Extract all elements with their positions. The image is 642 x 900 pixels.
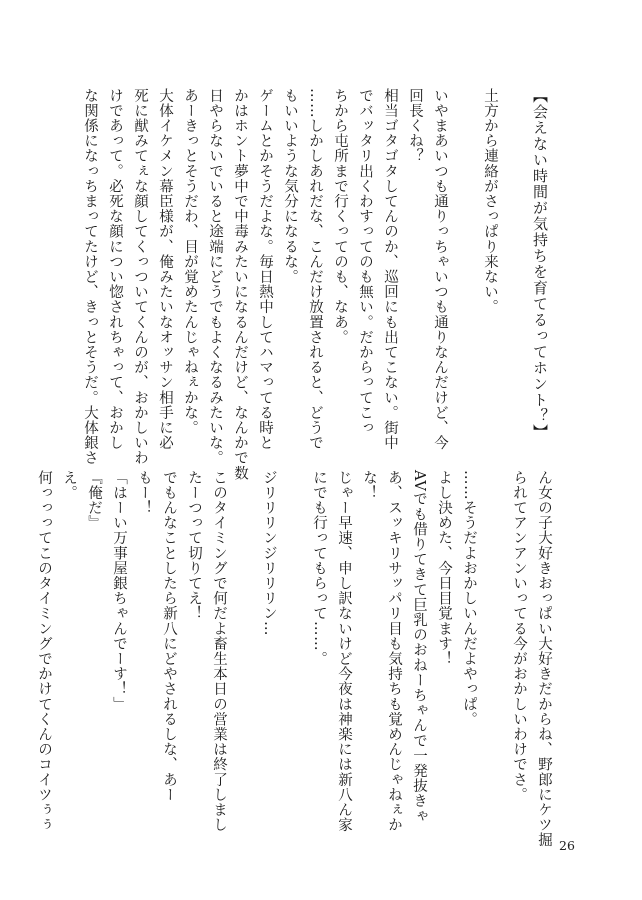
top-text-line: いやまあいつも通りっちゃいつも通りなんだけど、今: [432, 88, 448, 451]
top-text-line: 日やらないでいると途端にどうでもよくなるみたいな。: [207, 88, 223, 466]
bottom-text-line: ……そうだよおかしいんだよやっぱ。: [461, 470, 477, 727]
bottom-blank-line: [481, 470, 506, 802]
bottom-text-line: 何っっってこのタイミングでかけてくんのコイツぅぅ: [36, 470, 52, 833]
top-text-line: 大体イケメン幕臣様が、俺みたいなオッサン相手に必: [157, 88, 173, 451]
bottom-text-line: でもんなことしたら新八にどやされるしな、あー: [161, 470, 177, 803]
bottom-text-line: にでも行ってもらって……。: [311, 470, 327, 667]
top-text-line: 土方から連絡がさっぱり来ない。: [482, 88, 498, 315]
bottom-text-line: 『俺だ』: [86, 470, 102, 531]
bottom-blank-line: [231, 470, 256, 802]
top-text-line: かはホント夢中で中毒みたいになるんだけど、なんかで数: [232, 88, 248, 481]
top-text-line: もいいような気分になるな。: [282, 88, 298, 285]
top-text-line: でバッタリ出くわすってのも無い。だからってこっ: [357, 88, 373, 436]
top-text-line: ちから屯所まで行くってのも、なあ。: [332, 88, 348, 345]
top-blank-line: [502, 88, 527, 468]
bottom-text-line: 「はーい万事屋銀ちゃんでーす！」: [111, 470, 127, 712]
top-text-line: な関係になっちまってたけど、きっとそうだ。大体銀さ: [82, 88, 98, 466]
bottom-text-line: え。: [61, 470, 77, 501]
bottom-text-line: あ、スッキリサッパリ目も気持ちも覚めんじゃねぇか: [386, 470, 402, 833]
bottom-blank-line: [281, 470, 306, 802]
bottom-text-line: じゃー早速、申し訳ないけど今夜は神楽には新八ん家: [336, 470, 352, 833]
bottom-text-line: な！: [361, 470, 377, 501]
bottom-text-line: よし決めた、今日目覚ます！: [436, 470, 452, 667]
top-text-line: 相当ゴタゴタしてんのか、巡回にも出てこない。街中: [382, 88, 398, 451]
top-text-line: あーきっとそうだわ、目が覚めたんじゃねぇかな。: [182, 88, 198, 436]
top-blank-line: [452, 88, 477, 468]
page-number: 26: [559, 838, 575, 853]
top-text-block: [77, 88, 552, 481]
bottom-text-line: られてアンアンいってる今がおかしいわけでさ。: [511, 470, 527, 803]
bottom-text-line: AVでも借りてきて巨乳のおねーちゃんで一発抜きゃ: [411, 470, 427, 824]
bottom-text-line: たーつって切りてえ！: [186, 470, 202, 621]
bottom-text-line: このタイミングで何だよ畜生本日の営業は終了しまし: [211, 470, 227, 833]
bottom-text-line: ん女の子大好きおっぱい大好きだからね、野郎にケツ掘: [536, 470, 552, 848]
top-text-line: けであって。必死な顔につい惚されちゃって、おかし: [107, 88, 123, 451]
top-text-line: ……しかしあれだな、こんだけ放置されると、どうで: [307, 88, 323, 451]
bottom-text-block: [31, 470, 556, 848]
bottom-text-line: ジリリリンジリリリン…: [261, 470, 277, 637]
top-text-line: 回長くね？: [407, 88, 423, 164]
top-text-line: 【会えない時間が気持ちを育てるってホント？】: [531, 88, 549, 440]
top-text-line: 死に猷みてぇな顔してくっついてくんのが、おかしいわ: [132, 88, 148, 466]
bottom-text-line: もー！: [136, 470, 152, 516]
top-text-line: ゲームとかそうだよな。毎日熱中してハマってる時と: [257, 88, 273, 451]
